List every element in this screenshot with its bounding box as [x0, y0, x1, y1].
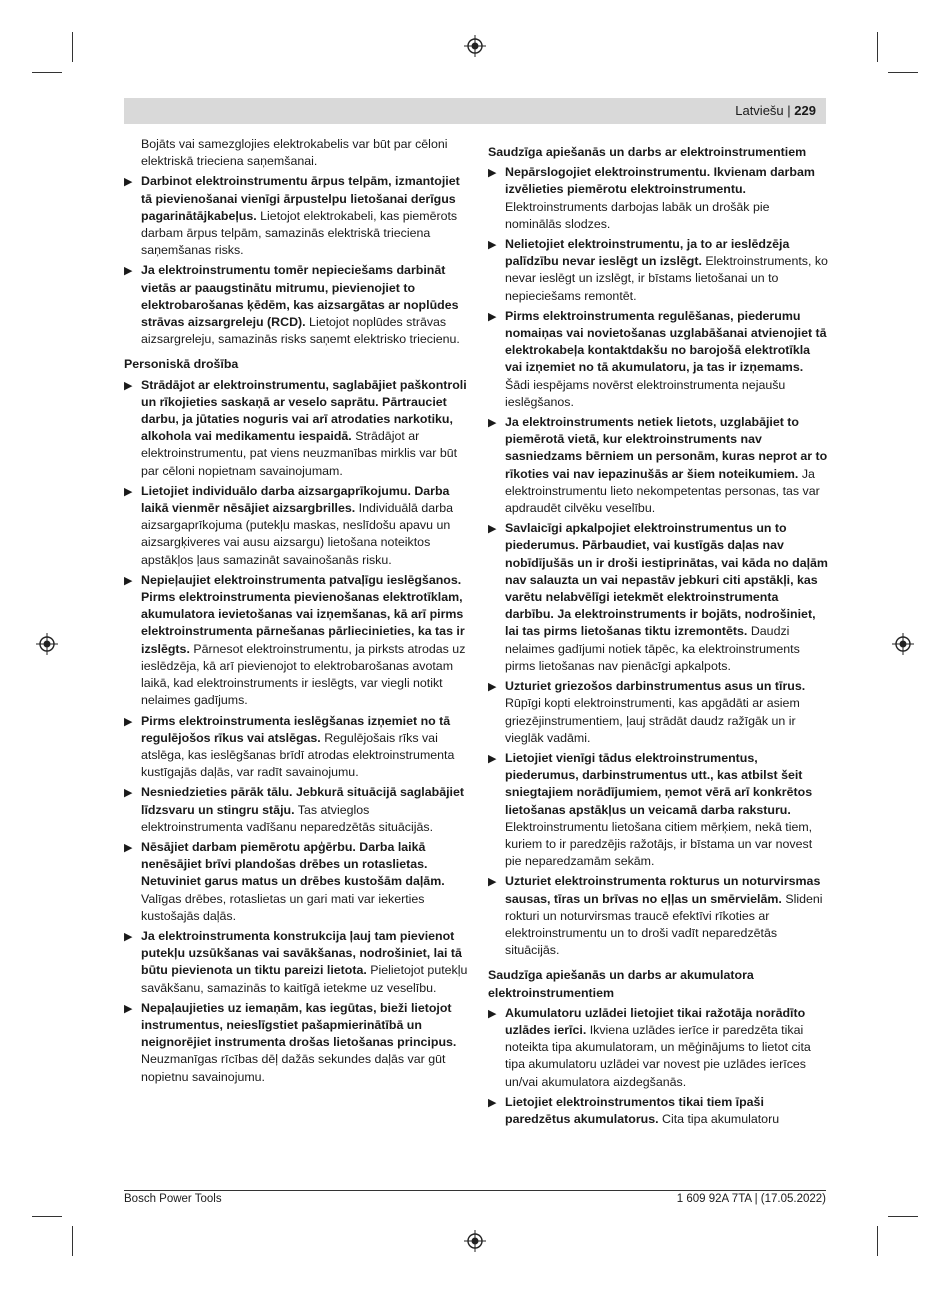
- triangle-bullet-icon: ▶: [488, 417, 497, 430]
- section-heading: Saudzīga apiešanās un darbs ar elektroinstrumentiem: [488, 145, 807, 159]
- instruction-bold: Darbinot elektroinstrumentu ārpus telpām, izmantojiet tā pievienošanai vienīgi ārpustelpu lietošanai derīgus pagarinātājkabeļus.: [141, 174, 460, 223]
- crop-mark: [72, 32, 73, 62]
- list-item: [488, 414, 828, 517]
- instruction-text: Slideni rokturi un noturvirsmas traucē efektīvi rīkoties ar elektroinstrumentu un to droši vadīt neparedzētās situācijās.: [505, 891, 823, 958]
- instruction-bold: Pirms elektroinstrumenta ieslēgšanas izņemiet no tā regulējošos rīkus vai atslēgas.: [141, 713, 451, 745]
- instruction-text: Regulējošais rīks vai atslēga, kas ieslēgšanas brīdī atrodas elektroinstrumenta kustīgajās daļās, var radīt savainojumu.: [141, 730, 455, 780]
- section-heading: Saudzīga apiešanās un darbs ar akumulatora elektroinstrumentiem: [488, 968, 754, 1000]
- instruction-text: Pielietojot putekļu savākšanu, samazinās to kaitīgā ietekme uz veselību.: [141, 963, 468, 995]
- triangle-bullet-icon: ▶: [488, 681, 497, 694]
- instruction-text: Rūpīgi kopti elektroinstrumenti, kas apgādāti ar asiem griezējinstrumentiem, ļauj strādāt daudz ražīgāk un ir vieglāk vadāmi.: [505, 696, 800, 745]
- paragraph: Bojāts vai samezglojies elektrokabelis var būt par cēloni elektriskā trieciena saņemšanai.: [141, 137, 448, 169]
- triangle-bullet-icon: ▶: [488, 239, 497, 252]
- instruction-bold: Uzturiet elektroinstrumenta rokturus un noturvirsmas sausas, tīras un brīvas no eļļas un smērvielām.: [505, 874, 821, 906]
- list-item: [488, 164, 828, 233]
- list-item: [488, 236, 828, 305]
- triangle-bullet-icon: ▶: [124, 1002, 133, 1015]
- triangle-bullet-icon: ▶: [488, 523, 497, 536]
- instruction-bold: Lietojiet elektroinstrumentos tikai tiem īpaši paredzētus akumulatorus.: [505, 1094, 764, 1126]
- instruction-bold: Nepaļaujieties uz iemaņām, kas iegūtas, bieži lietojot instrumentus, neieslīgstiet pašapmierinātībā un neignorējiet instrumenta drošas lietošanas principus.: [141, 1000, 457, 1050]
- list-item: [488, 678, 828, 747]
- list-item: [488, 873, 828, 959]
- list-item: [124, 377, 469, 480]
- crop-mark: [32, 1216, 62, 1217]
- instruction-bold: Uzturiet griezošos darbinstrumentus asus un tīrus.: [505, 679, 806, 694]
- footer-rule: [124, 1190, 826, 1191]
- triangle-bullet-icon: ▶: [124, 176, 133, 189]
- instruction-text: Elektroinstrumentu lietošana citiem mērķiem, nekā tiem, kuriem to ir paredzējis ražotājs, ir bīstama un var novest pie neparedzamām sekām.: [505, 819, 813, 869]
- list-item: [488, 308, 828, 411]
- triangle-bullet-icon: ▶: [124, 715, 133, 728]
- instruction-text: Tas atvieglos elektroinstrumenta vadīšanu neparedzētās situācijās.: [141, 802, 434, 834]
- instruction-bold: Savlaicīgi apkalpojiet elektroinstrumentus un to piederumus. Pārbaudiet, vai kustīgās daļas nav nobīdījušās un ir droši iestiprinātas, vai kāda no daļām nav salauzta un vai nepastāv jebkuri citi apstākļi, kas varētu nelabvēlīgi ietekmēt elektroinstrumenta darbību. Ja elektroinstruments ir bojāts, nodrošiniet, lai tas pirms lietošanas tiktu izremontēts.: [505, 521, 828, 639]
- instruction-bold: Ja elektroinstrumentu tomēr nepieciešams darbināt vietās ar paaugstinātu mitrumu, pievienojiet to elektrobarošanas ķēdēm, kas aizsargātas ar noplūdes strāvas aizsargreleju (RCD).: [141, 263, 459, 330]
- triangle-bullet-icon: ▶: [124, 485, 133, 498]
- instruction-bold: Akumulatoru uzlādei lietojiet tikai ražotāja norādīto uzlādes ierīci.: [505, 1005, 806, 1037]
- triangle-bullet-icon: ▶: [124, 841, 133, 854]
- instruction-text: Elektroinstruments darbojas labāk un drošāk pie nominālās slodzes.: [505, 199, 770, 231]
- triangle-bullet-icon: ▶: [488, 752, 497, 765]
- instruction-bold: Pirms elektroinstrumenta regulēšanas, piederumu nomaiņas vai novietošanas uzglabāšanai atvienojiet tā elektrokabeļa kontaktdakšu no barojošā elektrotīkla vai izņemiet no tā akumulatoru, ja tas ir izņemams.: [505, 308, 827, 375]
- triangle-bullet-icon: ▶: [488, 310, 497, 323]
- list-item: [124, 839, 469, 925]
- list-item: [124, 784, 469, 836]
- triangle-bullet-icon: ▶: [488, 1096, 497, 1109]
- instruction-bold: Lietojiet individuālo darba aizsargaprīkojumu. Darba laikā vienmēr nēsājiet aizsargbrilles.: [141, 483, 450, 516]
- footer-doc-ref: 1 609 92A 7TA | (17.05.2022): [676, 1193, 826, 1205]
- section-heading: Personiskā drošība: [124, 357, 239, 372]
- triangle-bullet-icon: ▶: [124, 574, 133, 587]
- instruction-text: Neuzmanīgas rīcības dēļ dažās sekundes daļās var gūt nopietnu savainojumu.: [141, 1052, 446, 1084]
- header-language: Latviešu: [735, 103, 784, 118]
- triangle-bullet-icon: ▶: [488, 876, 497, 889]
- crop-mark: [888, 1216, 918, 1217]
- instruction-text: Daudzi nelaimes gadījumi notiek tāpēc, ka elektroinstruments pirms lietošanas nav pienācīgi apkalpots.: [505, 624, 800, 673]
- crop-mark: [877, 1226, 878, 1256]
- list-item: [124, 572, 469, 710]
- triangle-bullet-icon: ▶: [124, 787, 133, 800]
- page-header: [124, 98, 826, 124]
- triangle-bullet-icon: ▶: [488, 167, 497, 180]
- page-number: 229: [794, 103, 816, 118]
- triangle-bullet-icon: ▶: [124, 265, 133, 278]
- list-item: [124, 1000, 469, 1086]
- instruction-text: Ja elektroinstrumentu lieto nekompetentas personas, tas var apdraudēt cilvēku veselību.: [505, 466, 820, 516]
- list-item: [124, 173, 469, 259]
- triangle-bullet-icon: ▶: [124, 379, 133, 392]
- crop-mark: [877, 32, 878, 62]
- instruction-text: Pārnesot elektroinstrumentu, ja pirksts atrodas uz ieslēdzēja, kā arī pievienojot to elektrobarošanas avotam laikā, kad elektroinstruments ir ieslēgts, var viegli notikt nelaimes gadījums.: [141, 641, 466, 708]
- list-item: [488, 750, 828, 870]
- instruction-text: Cita tipa akumulatoru: [662, 1111, 780, 1126]
- instruction-text: Lietojot elektrokabeli, kas piemērots darbam ārpus telpām, samazinās elektriskā trieciena saņemšanas risks.: [141, 208, 458, 258]
- instruction-bold: Strādājot ar elektroinstrumentu, saglabājiet paškontroli un rīkojieties saskaņā ar veselo saprātu. Pārtrauciet darbu, ja jūtaties noguris vai arī atrodaties narkotiku, alkohola vai medikamentu iespaidā.: [141, 377, 467, 444]
- registration-mark-icon: [464, 1230, 486, 1252]
- footer-publisher: Bosch Power Tools: [124, 1193, 222, 1205]
- instruction-text: Lietojot noplūdes strāvas aizsargreleju, samazinās risks saņemt elektrisko triecienu.: [141, 315, 460, 347]
- list-item: [124, 262, 469, 348]
- instruction-bold: Ja elektroinstruments netiek lietots, uzglabājiet to piemērotā vietā, kur elektroinstruments nav sasniedzams bērniem un personām, kuras neprot ar to rīkoties vai nav iepazinušās ar šiem noteikumiem.: [505, 415, 828, 481]
- instruction-bold: Nesniedzieties pārāk tālu. Jebkurā situācijā saglabājiet līdzsvaru un stingru stāju.: [141, 785, 464, 817]
- instruction-bold: Lietojiet vienīgi tādus elektroinstrumentus, piederumus, darbinstrumentus utt., kas atbilst šeit sniegtajiem norādījumiem, ņemot vērā arī konkrētos lietošanas apstākļus un veicamā darba raksturu.: [505, 750, 813, 817]
- header-text: [735, 103, 816, 119]
- instruction-text: Valīgas drēbes, rotaslietas un gari mati var iekerties kustošajās daļās.: [141, 891, 425, 923]
- instruction-text: Individuālā darba aizsargaprīkojuma (putekļu maskas, neslīdošu apavu un aizsargķiveres vai ausu aizsargu) lietošana noteiktos apstākļos ļaus samazināt savainošanās risku.: [141, 501, 454, 567]
- header-separator: |: [787, 103, 791, 118]
- crop-mark: [32, 72, 62, 73]
- registration-mark-icon: [892, 633, 914, 655]
- instruction-bold: Nēsājiet darbam piemērotu apģērbu. Darba laikā nenēsājiet brīvi plandošas drēbes un rotaslietas. Netuviniet garus matus un drēbes kustošām daļām.: [141, 839, 445, 889]
- list-item: [488, 1094, 828, 1128]
- instruction-bold: Nepieļaujiet elektroinstrumenta patvaļīgu ieslēgšanos. Pirms elektroinstrumenta pievienošanas elektrotīklam, akumulatora ievietošanas vai izņemšanas, kā arī pirms elektroinstrumenta pārnešanas pārliecinieties, ka tas ir izslēgts.: [141, 572, 465, 656]
- right-column: [488, 136, 828, 1131]
- list-item: [124, 928, 469, 997]
- instruction-bold: Nepārslogojiet elektroinstrumentu. Ikvienam darbam izvēlieties piemērotu elektroinstrumentu.: [505, 165, 815, 197]
- left-column: [124, 136, 469, 1089]
- instruction-text: Ikviena uzlādes ierīce ir paredzēta tikai noteikta tipa akumulatoram, un mēģinājums to lietot cita tipa akumulatoru uzlādei var novest pie uzlādes ierīces un/vai akumulatora aizdegšanās.: [505, 1022, 811, 1089]
- registration-mark-icon: [464, 35, 486, 57]
- list-item: [488, 1005, 828, 1091]
- triangle-bullet-icon: ▶: [488, 1007, 497, 1020]
- instruction-bold: Ja elektroinstrumenta konstrukcija ļauj tam pievienot putekļu uzsūkšanas vai savākšanas, nodrošiniet, lai tā būtu pievienota un tiktu pareizi lietota.: [141, 928, 462, 978]
- list-item: [488, 520, 828, 675]
- instruction-bold: Nelietojiet elektroinstrumentu, ja to ar ieslēdzēja palīdzību nevar ieslēgt un izslēgt.: [505, 237, 790, 269]
- list-item: [124, 713, 469, 782]
- instruction-text: Strādājot ar elektroinstrumentu, pat viens neuzmanības mirklis var būt par cēloni nopietnam savainojumam.: [141, 429, 458, 478]
- instruction-text: Elektroinstruments, ko nevar ieslēgt un izslēgt, ir bīstams lietošanai un to nepieciešams remontēt.: [505, 254, 828, 303]
- list-item: [124, 483, 469, 569]
- instruction-text: Šādi iespējams novērst elektroinstrumenta nejaušu ieslēgšanos.: [505, 377, 786, 409]
- triangle-bullet-icon: ▶: [124, 930, 133, 943]
- crop-mark: [888, 72, 918, 73]
- registration-mark-icon: [36, 633, 58, 655]
- crop-mark: [72, 1226, 73, 1256]
